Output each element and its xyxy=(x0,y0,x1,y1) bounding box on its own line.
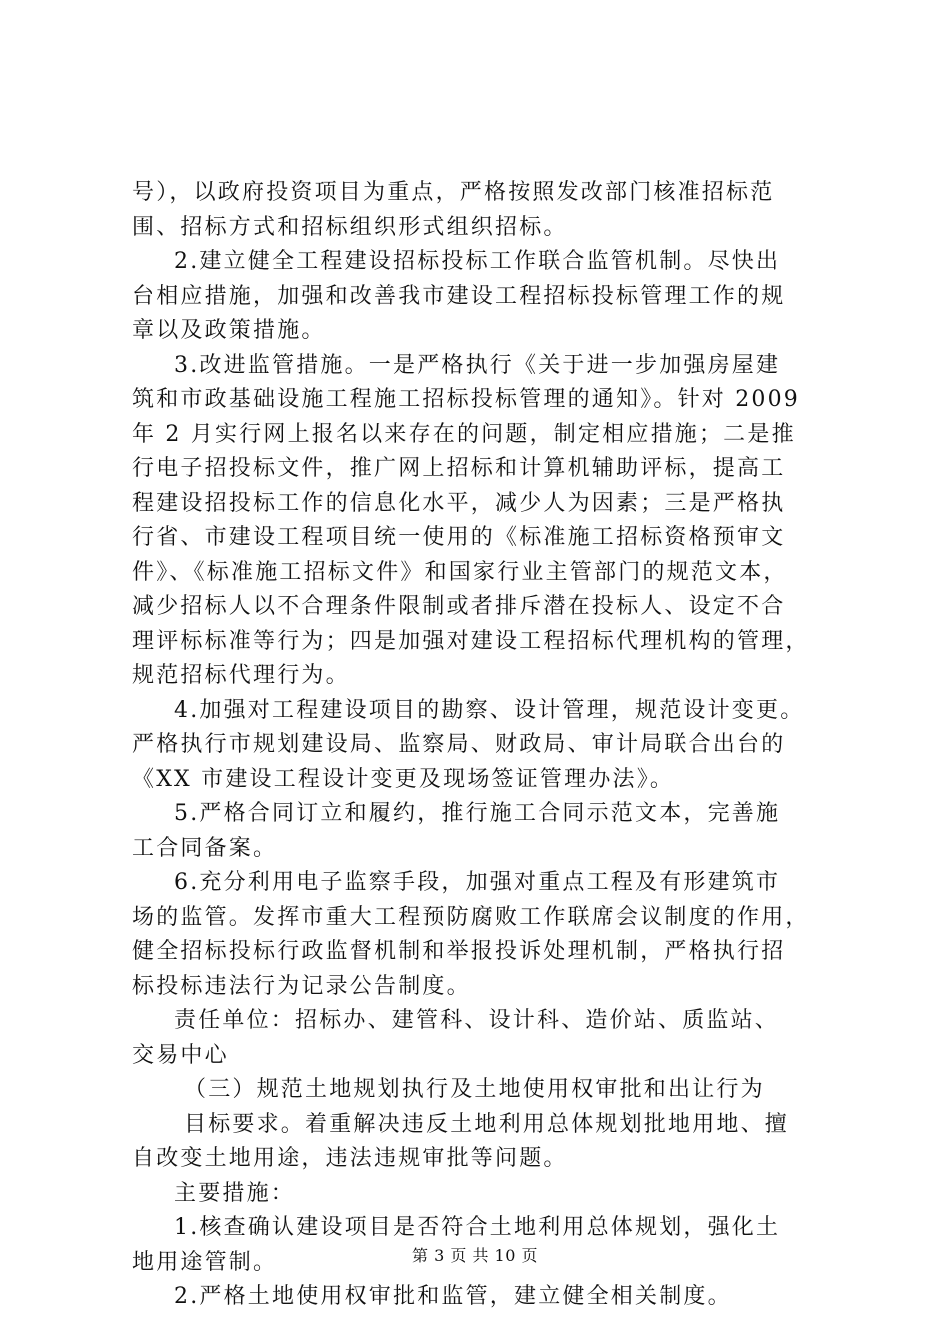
text-line: 号），以政府投资项目为重点，严格按照发改部门核准招标范 xyxy=(132,180,775,205)
text-line: 目标要求。着重解决违反土地利用总体规划批地用地、擅 xyxy=(184,1111,790,1137)
text-line: 6.充分利用电子监察手段，加强对重点工程及有形建筑市 xyxy=(174,870,781,895)
text-line: 3.改进监管措施。一是严格执行《关于进一步加强房屋建 xyxy=(174,352,781,378)
page-number-footer: 第 3 页 共 10 页 xyxy=(412,1246,538,1265)
text-line: 4.加强对工程建设项目的勘察、设计管理，规范设计变更。 xyxy=(174,697,805,723)
text-line: 件》、《标准施工招标文件》和国家行业主管部门的规范文本， xyxy=(132,559,788,585)
section-heading: （三）规范土地规划执行及土地使用权审批和出让行为 xyxy=(184,1077,765,1102)
text-line: 自改变土地用途，违法违规审批等问题。 xyxy=(132,1146,568,1171)
text-line: 严格执行市规划建设局、监察局、财政局、审计局联合出台的 xyxy=(132,732,786,757)
text-line: 地用途管制。 xyxy=(132,1249,278,1275)
text-line: 2.严格土地使用权审批和监管，建立健全相关制度。 xyxy=(174,1284,732,1309)
text-line: 行省、市建设工程项目统一使用的《标准施工招标资格预审文 xyxy=(132,525,786,550)
text-line: 年 2 月实行网上报名以来存在的问题，制定相应措施；二是推 xyxy=(132,421,796,447)
text-line: 《XX 市建设工程设计变更及现场签证管理办法》。 xyxy=(132,766,675,792)
text-line: 责任单位：招标办、建管科、设计科、造价站、质监站、 xyxy=(174,1008,780,1033)
document-body xyxy=(132,176,834,1315)
text-line: 减少招标人以不合理条件限制或者排斥潜在投标人、设定不合 xyxy=(132,594,786,619)
text-line: 场的监管。发挥市重大工程预防腐败工作联席会议制度的作用， xyxy=(132,904,810,930)
text-line: 主要措施： xyxy=(174,1180,296,1206)
text-line: 理评标标准等行为；四是加强对建设工程招标代理机构的管理， xyxy=(132,628,810,654)
text-line: 程建设招投标工作的信息化水平，减少人为因素；三是严格执 xyxy=(132,490,786,516)
text-line: 工合同备案。 xyxy=(132,835,278,861)
text-line: 交易中心 xyxy=(132,1042,229,1068)
text-line: 5.严格合同订立和履约，推行施工合同示范文本，完善施 xyxy=(174,801,781,826)
text-line: 规范招标代理行为。 xyxy=(132,663,350,688)
text-line: 2.建立健全工程建设招标投标工作联合监管机制。尽快出 xyxy=(174,249,781,274)
text-line: 章以及政策措施。 xyxy=(132,318,326,343)
text-line: 标投标违法行为记录公告制度。 xyxy=(132,973,471,999)
text-line: 台相应措施，加强和改善我市建设工程招标投标管理工作的规 xyxy=(132,283,786,309)
text-line: 行电子招投标文件，推广网上招标和计算机辅助评标，提高工 xyxy=(132,456,786,481)
text-line: 1.核查确认建设项目是否符合土地利用总体规划，强化土 xyxy=(174,1215,781,1240)
text-line: 健全招标投标行政监督机制和举报投诉处理机制，严格执行招 xyxy=(132,939,786,964)
text-line: 围、招标方式和招标组织形式组织招标。 xyxy=(132,214,568,240)
text-line: 筑和市政基础设施工程施工招标投标管理的通知》。针对 2009 xyxy=(132,387,800,412)
